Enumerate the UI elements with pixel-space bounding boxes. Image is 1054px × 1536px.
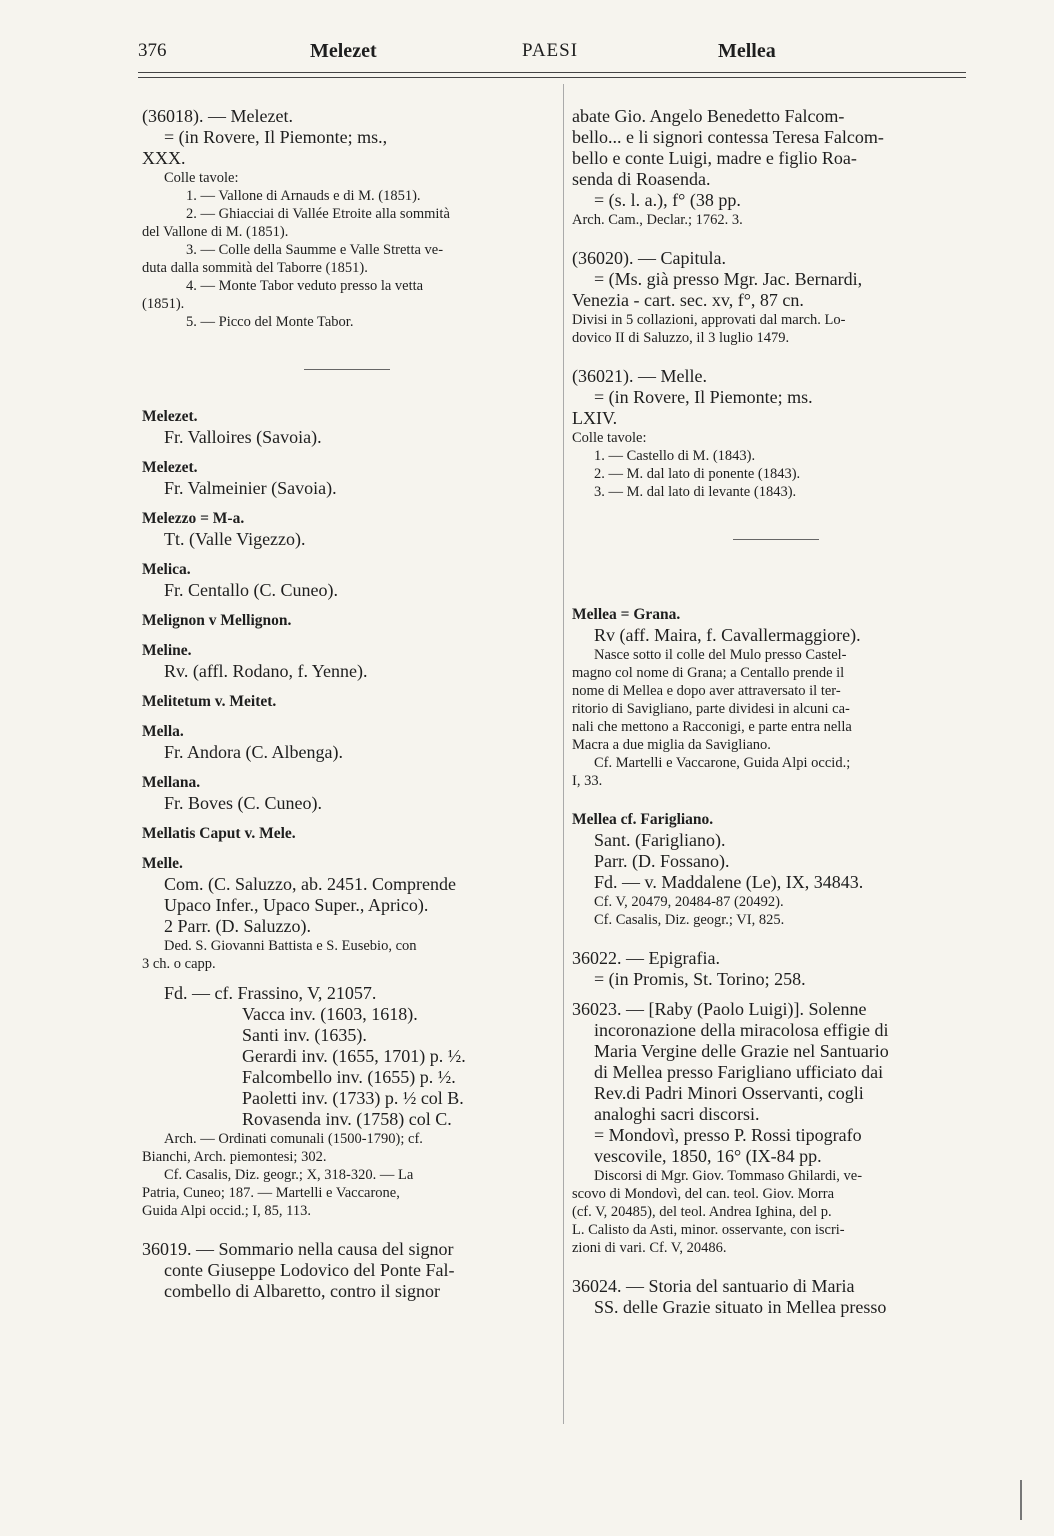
- entry-line: = (in Rovere, Il Piemonte; ms.: [594, 387, 813, 407]
- entry-line: Maria Vergine delle Grazie nel Santuario: [594, 1041, 889, 1061]
- entry-36021: [572, 366, 980, 501]
- entry-36022: [572, 948, 980, 990]
- entry-note: Nasce sotto il colle del Mulo presso Castel-: [594, 647, 847, 663]
- entry-note: Ded. S. Giovanni Battista e S. Eusebio, con: [164, 938, 417, 954]
- entry-line: Com. (C. Saluzzo, ab. 2451. Comprende: [164, 874, 456, 894]
- entry-line: SS. delle Grazie situato in Mellea presso: [594, 1297, 887, 1317]
- entry-36024: [572, 1276, 980, 1318]
- entry-line: (36020). — Capitula.: [572, 248, 726, 268]
- entry-note: dovico II di Saluzzo, il 3 luglio 1479.: [572, 330, 790, 346]
- entry-line: Fr. Valloires (Savoia).: [164, 427, 322, 447]
- running-header: [138, 40, 806, 70]
- entry-line: = Mondovì, presso P. Rossi tipografo: [594, 1125, 862, 1145]
- entry-line: Rv. (affl. Rodano, f. Yenne).: [164, 661, 368, 681]
- entry-note: L. Calisto da Asti, minor. osservante, con iscri-: [572, 1222, 845, 1238]
- entry-line: Parr. (D. Fossano).: [594, 851, 730, 871]
- entry-note: 4. — Monte Tabor veduto presso la vetta: [186, 278, 424, 294]
- headword: Melitetum v. Meitet.: [142, 693, 277, 710]
- entry-note: duta dalla sommità del Taborre (1851).: [142, 260, 368, 276]
- entry-line: = (Ms. già presso Mgr. Jac. Bernardi,: [594, 269, 863, 289]
- entry-melica: [142, 559, 552, 601]
- entry-note: 1. — Vallone di Arnauds e di M. (1851).: [186, 188, 421, 204]
- header-rule-bottom: [138, 77, 966, 78]
- column-divider: [563, 84, 564, 1424]
- entry-note: nali che mettono a Racconigi, e parte entra nella: [572, 719, 852, 735]
- entry-line: 36024. — Storia del santuario di Maria: [572, 1276, 855, 1296]
- entry-note: del Vallone di M. (1851).: [142, 224, 289, 240]
- entry-line: = (in Promis, St. Torino; 258.: [594, 969, 806, 989]
- entry-note: Cf. Martelli e Vaccarone, Guida Alpi occid.;: [594, 755, 851, 771]
- entry-mellea-farigliano: [572, 809, 980, 929]
- entry-line: Rev.di Padri Minori Osservanti, cogli: [594, 1083, 864, 1103]
- entry-line: Tt. (Valle Vigezzo).: [164, 529, 306, 549]
- page-number: 376: [138, 40, 167, 61]
- entry-note: 5. — Picco del Monte Tabor.: [186, 314, 354, 330]
- entry-note: nome di Mellea e dopo aver attraversato il ter-: [572, 683, 841, 699]
- headword: Melignon v Mellignon.: [142, 612, 292, 629]
- entry-line: (36021). — Melle.: [572, 366, 707, 386]
- entry-line: Upaco Infer., Upaco Super., Aprico).: [164, 895, 429, 915]
- entry-note: magno col nome di Grana; a Centallo prende il: [572, 665, 845, 681]
- entry-line: = (s. l. a.), f° (38 pp.: [594, 190, 741, 210]
- entry-note: 3 ch. o capp.: [142, 956, 216, 972]
- headword: Mellana.: [142, 774, 201, 791]
- entry-line: Fr. Centallo (C. Cuneo).: [164, 580, 338, 600]
- entry-line: conte Giuseppe Lodovico del Ponte Fal-: [164, 1260, 455, 1280]
- margin-pencil-mark: [1020, 1480, 1022, 1520]
- entry-line: Santi inv. (1635).: [242, 1025, 367, 1045]
- entry-melezet-valloires: [142, 406, 552, 448]
- headword: Mellea = Grana.: [572, 606, 681, 623]
- entry-line: 2 Parr. (D. Saluzzo).: [164, 916, 311, 936]
- entry-36020: [572, 248, 980, 347]
- entry-note: Arch. Cam., Declar.; 1762. 3.: [572, 212, 743, 228]
- entry-note: Guida Alpi occid.; I, 85, 113.: [142, 1203, 312, 1219]
- section-separator: [304, 369, 390, 370]
- headword: Melica.: [142, 561, 191, 578]
- entry-note: Discorsi di Mgr. Giov. Tommaso Ghilardi, ve-: [594, 1168, 863, 1184]
- entry-line: Fd. — v. Maddalene (Le), IX, 34843.: [594, 872, 864, 892]
- entry-line: senda di Roasenda.: [572, 169, 711, 189]
- entry-line: 36019. — Sommario nella causa del signor: [142, 1239, 454, 1259]
- headword: Melezet.: [142, 408, 198, 425]
- entry-mellea-grana: [572, 604, 980, 790]
- entry-melezzo: [142, 508, 552, 550]
- entry-line: Fr. Andora (C. Albenga).: [164, 742, 343, 762]
- entry-line: (36018). — Melezet.: [142, 106, 293, 126]
- entry-line: incoronazione della miracolosa effigie di: [594, 1020, 889, 1040]
- right-column: [572, 106, 980, 1327]
- entry-note: Cf. V, 20479, 20484-87 (20492).: [594, 894, 784, 910]
- entry-line: Vacca inv. (1603, 1618).: [242, 1004, 418, 1024]
- header-left-title: Melezet: [310, 40, 377, 62]
- headword: Mella.: [142, 723, 184, 740]
- entry-note: (cf. V, 20485), del teol. Andrea Ighina, del p.: [572, 1204, 832, 1220]
- entry-line: Rovasenda inv. (1758) col C.: [242, 1109, 452, 1129]
- entry-note: Colle tavole:: [164, 170, 239, 186]
- entry-mella: [142, 721, 552, 763]
- entry-note: Arch. — Ordinati comunali (1500-1790); cf.: [164, 1131, 423, 1147]
- entry-line: Venezia - cart. sec. xv, f°, 87 cn.: [572, 290, 804, 310]
- entry-melezet-valmeinier: [142, 457, 552, 499]
- headword: Mellatis Caput v. Mele.: [142, 825, 296, 842]
- entry-note: I, 33.: [572, 773, 603, 789]
- entry-line: Gerardi inv. (1655, 1701) p. ½.: [242, 1046, 466, 1066]
- entry-line: Falcombello inv. (1655) p. ½.: [242, 1067, 456, 1087]
- entry-note: 2. — M. dal lato di ponente (1843).: [594, 466, 801, 482]
- entry-line: Rv (aff. Maira, f. Cavallermaggiore).: [594, 625, 861, 645]
- entry-note: 1. — Castello di M. (1843).: [594, 448, 756, 464]
- entry-melitetum: [142, 691, 552, 712]
- entry-36018: [142, 106, 552, 331]
- entry-line: Fr. Valmeinier (Savoia).: [164, 478, 337, 498]
- entry-note: Divisi in 5 collazioni, approvati dal march. Lo-: [572, 312, 846, 328]
- section-separator: [733, 539, 819, 540]
- entry-line: vescovile, 1850, 16° (IX-84 pp.: [594, 1146, 822, 1166]
- entry-melle: [142, 853, 552, 1220]
- entry-note: Macra a due miglia da Savigliano.: [572, 737, 771, 753]
- entry-note: 3. — M. dal lato di levante (1843).: [594, 484, 797, 500]
- entry-line: Fr. Boves (C. Cuneo).: [164, 793, 323, 813]
- entry-note: Cf. Casalis, Diz. geogr.; VI, 825.: [594, 912, 785, 928]
- entry-line: XXX.: [142, 148, 186, 168]
- entry-36019-continued: [572, 106, 980, 229]
- header-right-title: Mellea: [718, 40, 776, 62]
- entry-line: bello e conte Luigi, madre e figlio Roa-: [572, 148, 857, 168]
- header-center-title: PAESI: [522, 40, 579, 61]
- entry-line: 36023. — [Raby (Paolo Luigi)]. Solenne: [572, 999, 867, 1019]
- headword: Melezzo = M-a.: [142, 510, 245, 527]
- headword: Melezet.: [142, 459, 198, 476]
- entry-note: Colle tavole:: [572, 430, 647, 446]
- entry-note: Patria, Cuneo; 187. — Martelli e Vaccarone,: [142, 1185, 400, 1201]
- headword: Meline.: [142, 642, 192, 659]
- entry-36019: [142, 1239, 552, 1302]
- headword: Melle.: [142, 855, 183, 872]
- entry-note: ritorio di Savigliano, parte dividesi in alcuni ca-: [572, 701, 850, 717]
- entry-line: combello di Albaretto, contro il signor: [164, 1281, 440, 1301]
- entry-line: 36022. — Epigrafia.: [572, 948, 720, 968]
- entry-mellatis: [142, 823, 552, 844]
- entry-line: = (in Rovere, Il Piemonte; ms.,: [164, 127, 388, 147]
- entry-meline: [142, 640, 552, 682]
- entry-line: Fd. — cf. Frassino, V, 21057.: [164, 983, 377, 1003]
- entry-36023: [572, 999, 980, 1257]
- header-rule-top: [138, 72, 966, 73]
- entry-note: Bianchi, Arch. piemontesi; 302.: [142, 1149, 327, 1165]
- entry-note: Cf. Casalis, Diz. geogr.; X, 318-320. — La: [164, 1167, 414, 1183]
- entry-line: LXIV.: [572, 408, 618, 428]
- entry-line: analoghi sacri discorsi.: [594, 1104, 760, 1124]
- entry-note: zioni di vari. Cf. V, 20486.: [572, 1240, 727, 1256]
- entry-note: 2. — Ghiacciai di Vallée Etroite alla sommità: [186, 206, 450, 222]
- entry-melignon: [142, 610, 552, 631]
- entry-mellana: [142, 772, 552, 814]
- entry-line: Paoletti inv. (1733) p. ½ col B.: [242, 1088, 464, 1108]
- left-column: [142, 106, 552, 1311]
- entry-note: 3. — Colle della Saumme e Valle Stretta ve-: [186, 242, 444, 258]
- entry-line: bello... e li signori contessa Teresa Falcom-: [572, 127, 884, 147]
- entry-note: scovo di Mondovì, del can. teol. Giov. Morra: [572, 1186, 835, 1202]
- entry-note: (1851).: [142, 296, 185, 312]
- entry-line: di Mellea presso Farigliano ufficiato dai: [594, 1062, 884, 1082]
- headword: Mellea cf. Farigliano.: [572, 811, 714, 828]
- entry-line: Sant. (Farigliano).: [594, 830, 726, 850]
- entry-line: abate Gio. Angelo Benedetto Falcom-: [572, 106, 845, 126]
